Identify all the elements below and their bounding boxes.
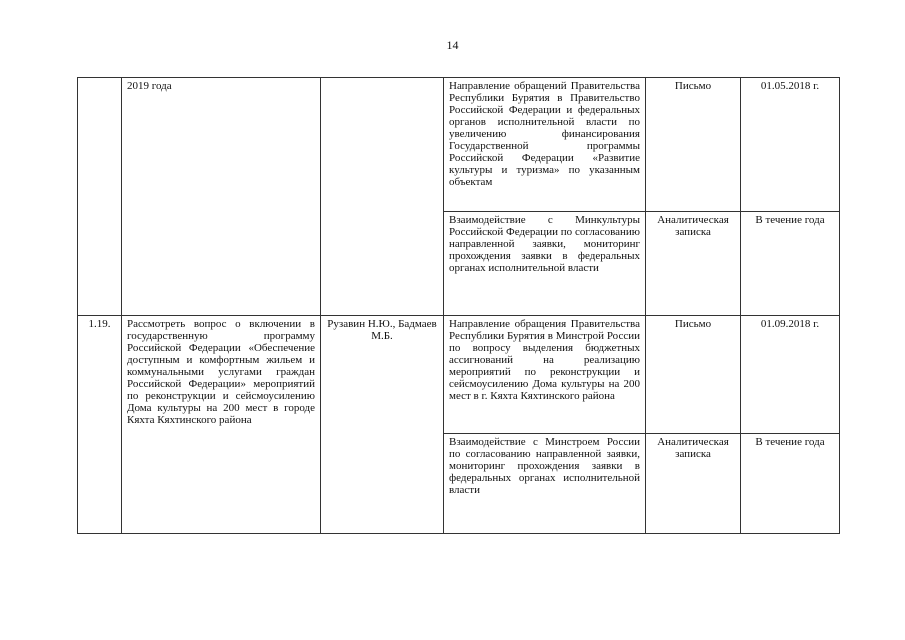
row-number: 1.19.: [78, 316, 122, 534]
result-form: Письмо: [646, 316, 741, 434]
row-number: [78, 78, 122, 316]
action-text: Взаимодействие с Минстроем России по согласованию направленной заявки, мониторинг прохождения заявки в федеральных органах исполнительной власти: [444, 434, 646, 534]
deadline: В течение года: [741, 434, 840, 534]
table-row: [78, 78, 840, 212]
responsible-persons: [321, 78, 444, 316]
result-form: Письмо: [646, 78, 741, 212]
responsible-persons: Рузавин Н.Ю., Бадмаев М.Б.: [321, 316, 444, 534]
page-number: 14: [446, 38, 459, 52]
measure-text: Рассмотреть вопрос о включении в государственную программу Российской Федерации «Обеспечение доступным и комфортным жильем и коммунальными услугами граждан Российской Федерации» мероприятий по реконструкции и сейсмоусилению Дома культуры на 200 мест в городе Кяхта Кяхтинского района: [122, 316, 321, 534]
result-form: Аналитическая записка: [646, 434, 741, 534]
deadline: В течение года: [741, 212, 840, 316]
action-text: Направление обращений Правительства Республики Бурятия в Правительство Российской Федерации и федеральных органов исполнительной власти по увеличению финансирования Государственной программы Российской Федерации «Развитие культуры и туризма» по указанным объектам: [444, 78, 646, 212]
measure-text: 2019 года: [122, 78, 321, 316]
result-form: Аналитическая записка: [646, 212, 741, 316]
action-text: Взаимодействие с Минкультуры Российской Федерации по согласованию направленной заявки, мониторинг прохождения заявки в федеральных органах исполнительной власти: [444, 212, 646, 316]
deadline: 01.09.2018 г.: [741, 316, 840, 434]
plan-table: [77, 77, 840, 534]
table-row: [78, 316, 840, 434]
action-text: Направление обращения Правительства Республики Бурятия в Минстрой России по вопросу выделения бюджетных ассигнований на реализацию мероприятий по реконструкции и сейсмоусилению Дома культуры на 200 мест в г. Кяхта Кяхтинского района: [444, 316, 646, 434]
deadline: 01.05.2018 г.: [741, 78, 840, 212]
